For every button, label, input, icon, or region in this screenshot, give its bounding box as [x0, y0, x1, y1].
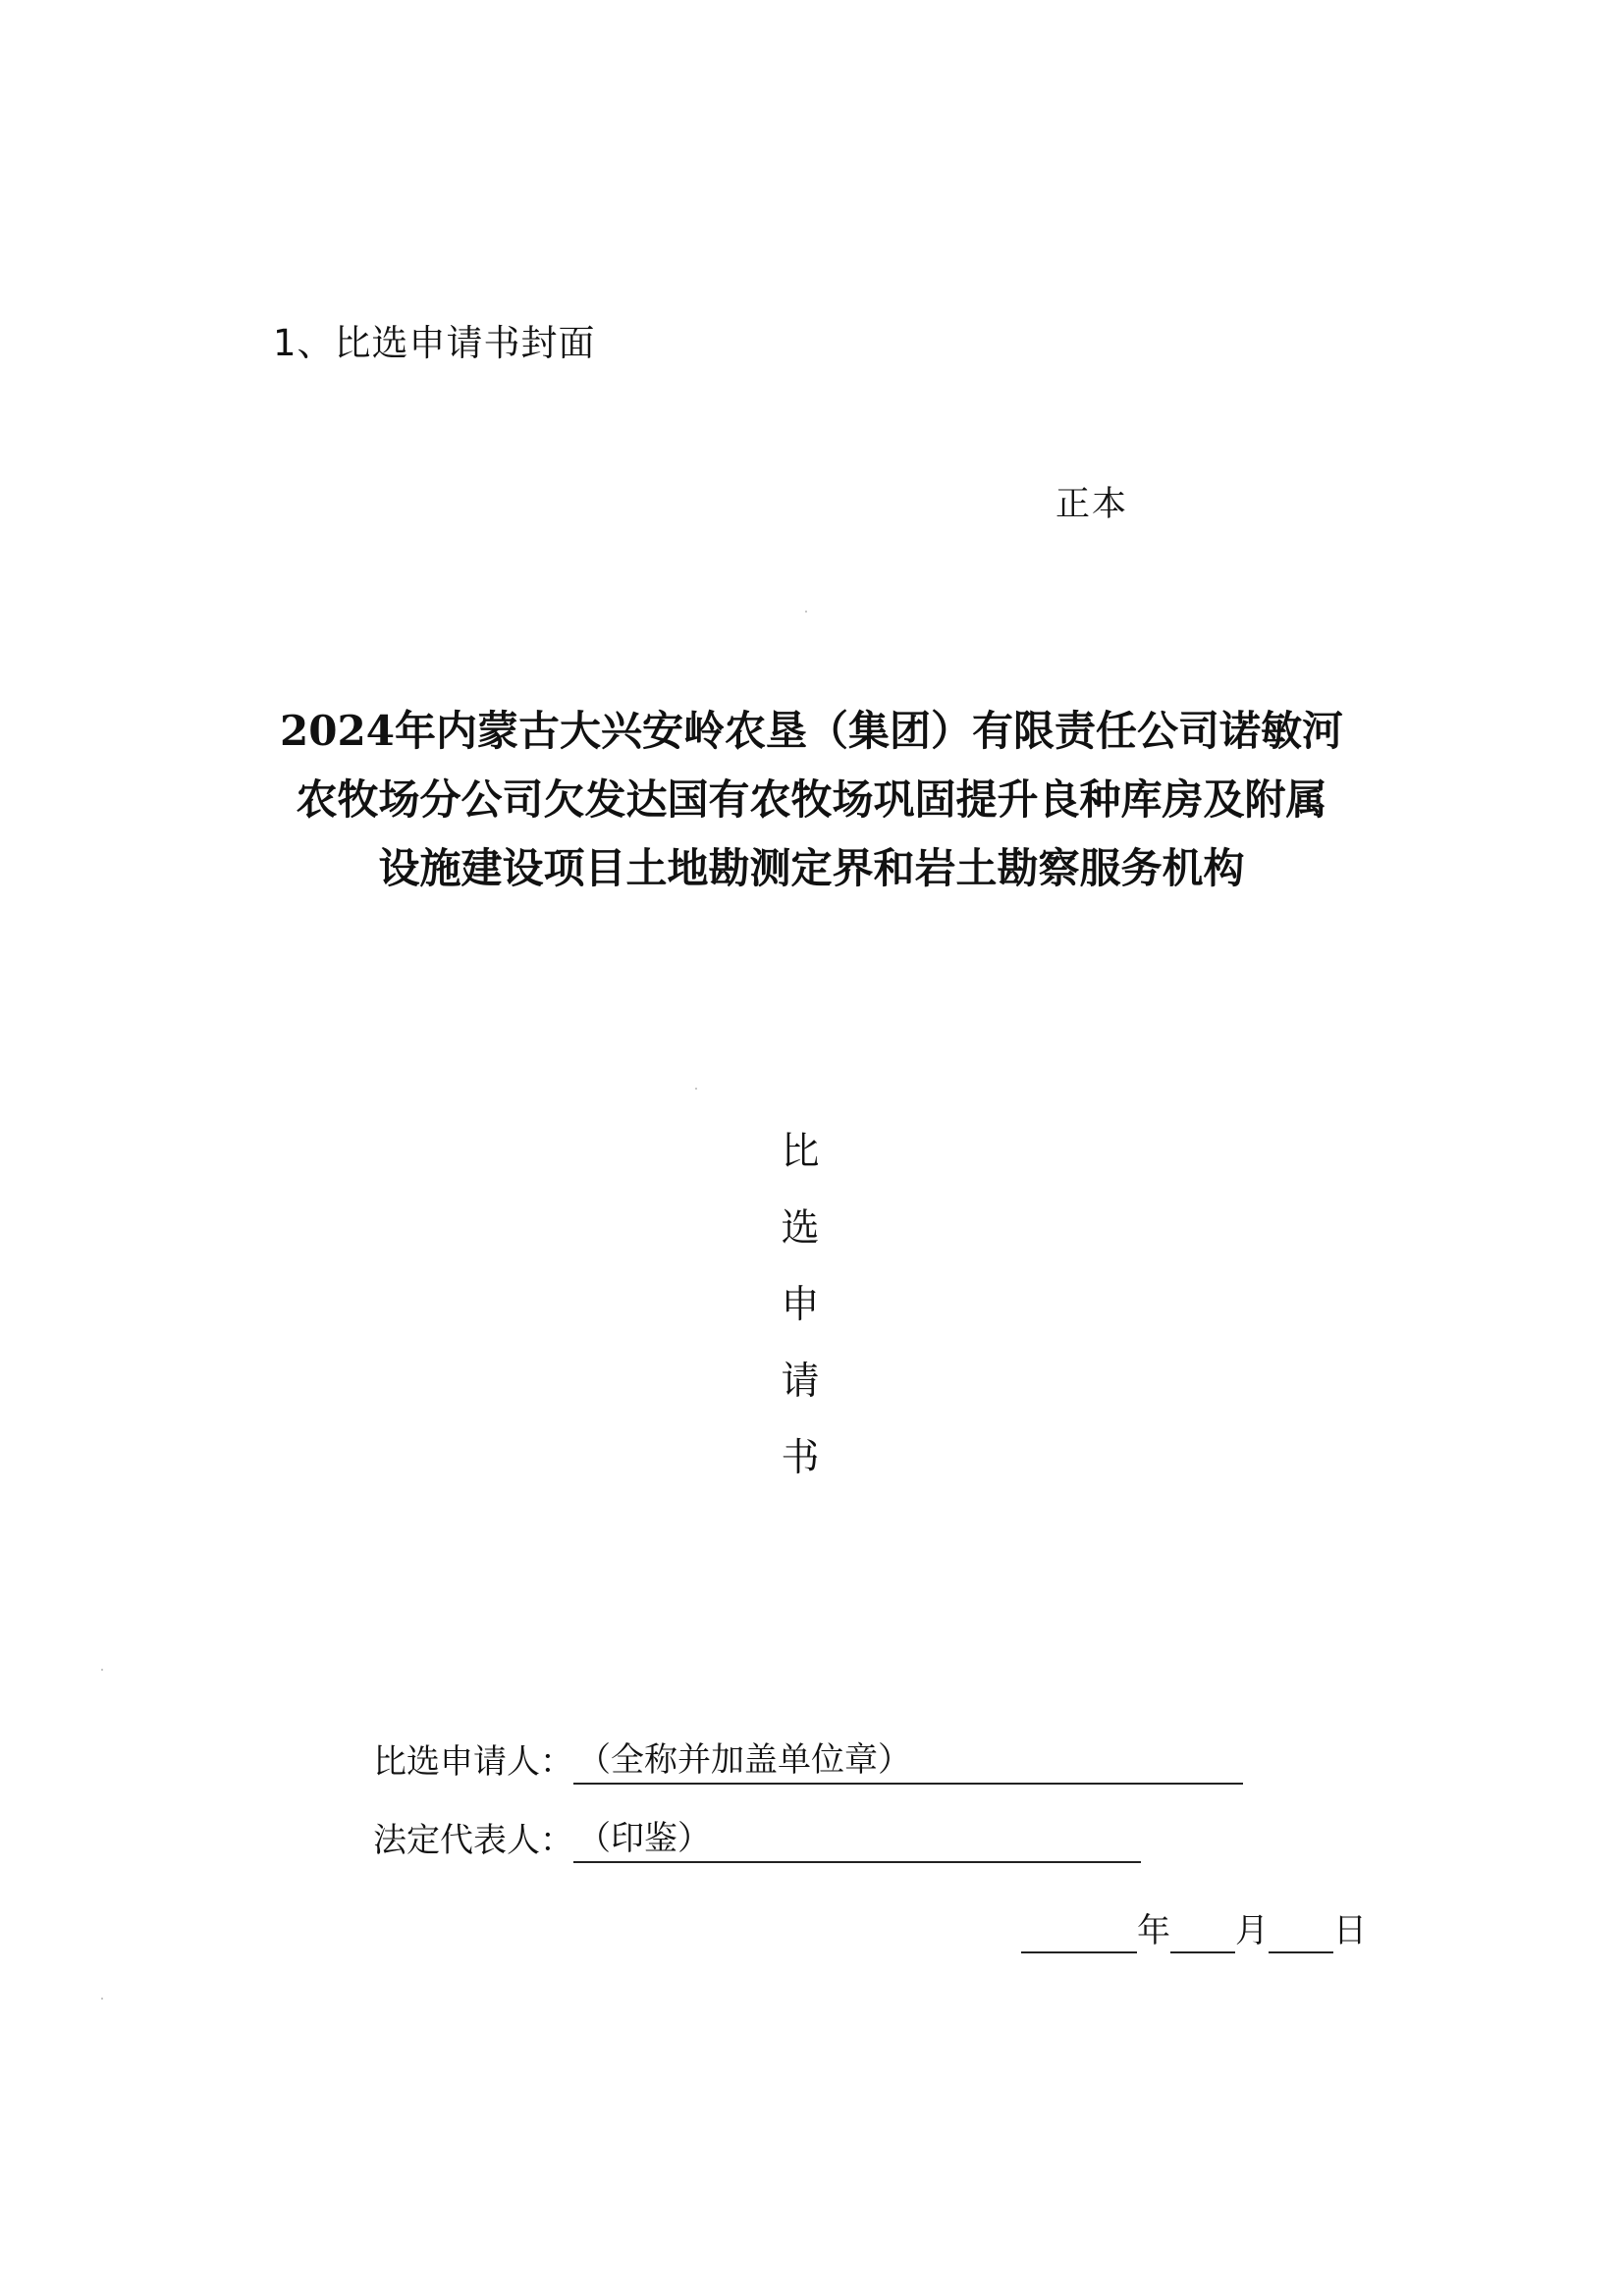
- month-unit: 月: [1235, 1911, 1269, 1950]
- scan-speck: [695, 1088, 697, 1090]
- section-heading: 1、比选申请书封面: [273, 322, 596, 364]
- document-type-char: 选: [781, 1206, 820, 1251]
- legal-representative-label: 法定代表人：: [373, 1821, 573, 1860]
- applicant-label: 比选申请人：: [373, 1742, 573, 1782]
- project-title-line: 设施建设项目土地勘测定界和岩土勘察服务机构: [378, 844, 1245, 892]
- date-row: [1021, 1908, 1367, 1953]
- scan-speck: [101, 1998, 103, 2000]
- document-type-char: 请: [781, 1360, 820, 1404]
- project-title-line: 农牧场分公司欠发达国有农牧场巩固提升良种库房及附属: [296, 775, 1327, 824]
- project-title-line: 2024年内蒙古大兴安岭农垦（集团）有限责任公司诺敏河: [280, 707, 1343, 755]
- day-blank[interactable]: [1269, 1914, 1333, 1953]
- document-type-char: 比: [781, 1130, 820, 1174]
- scan-speck: [805, 611, 807, 613]
- document-type-char: 书: [781, 1436, 820, 1480]
- applicant-field[interactable]: （全称并加盖单位章）: [573, 1737, 1243, 1785]
- legal-representative-row: [373, 1816, 1141, 1863]
- month-blank[interactable]: [1170, 1914, 1235, 1953]
- year-blank[interactable]: [1021, 1914, 1137, 1953]
- year-unit: 年: [1137, 1911, 1170, 1950]
- day-unit: 日: [1333, 1911, 1367, 1950]
- original-copy-mark: 正本: [1055, 485, 1129, 524]
- applicant-row: [373, 1737, 1243, 1785]
- legal-representative-field[interactable]: （印鉴）: [573, 1816, 1141, 1863]
- document-type-char: 申: [781, 1283, 820, 1327]
- scan-speck: [101, 1669, 103, 1671]
- document-type-vertical: [776, 1114, 825, 1497]
- project-title: [236, 697, 1387, 903]
